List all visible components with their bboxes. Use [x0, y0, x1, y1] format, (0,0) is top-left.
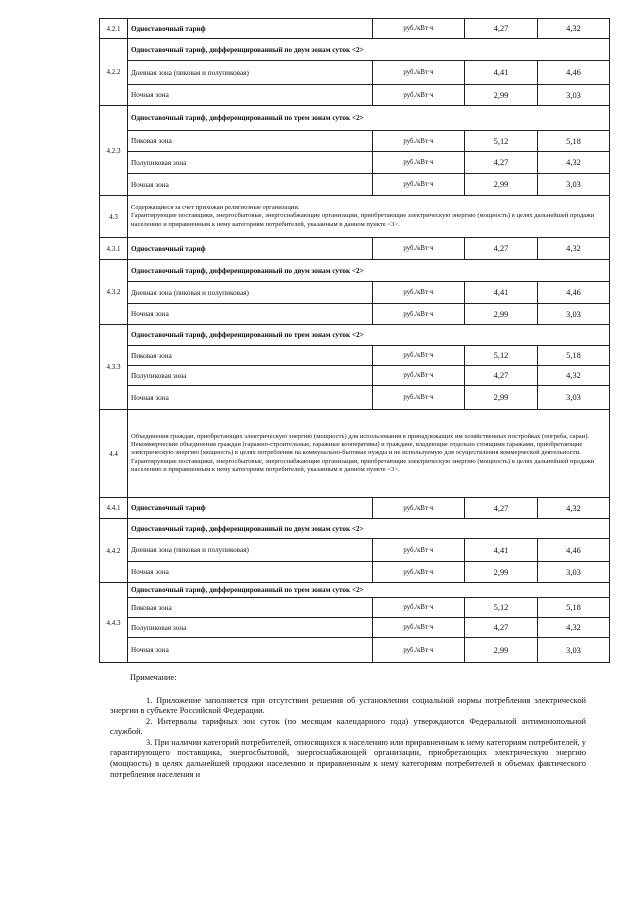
row-number: 4.3.3 [100, 325, 128, 410]
unit-cell: руб./кВт·ч [373, 152, 465, 174]
value-period-2: 5,18 [538, 346, 610, 366]
unit-cell: руб./кВт·ч [373, 618, 465, 638]
description-line: Содержащиеся за счет прихожан религиозные организации. [131, 204, 300, 212]
category-description [128, 196, 610, 238]
tariff-label: Пиковая зона [128, 346, 373, 366]
table-row [100, 39, 610, 61]
tariff-label: Пиковая зона [128, 598, 373, 618]
value-period-1: 2,99 [465, 562, 538, 583]
table-row [100, 238, 610, 260]
table-row [100, 519, 610, 539]
value-period-1: 5,12 [465, 598, 538, 618]
value-period-2: 4,32 [538, 366, 610, 386]
value-period-1: 5,12 [465, 346, 538, 366]
table-row [100, 386, 610, 410]
value-period-1: 2,99 [465, 386, 538, 410]
value-period-2: 5,18 [538, 131, 610, 152]
note-item-1: 1. Приложение заполняется при отсутствии решения об установлении социальной нормы потребления электрической энергии в субъекте Российской Федерации. [110, 695, 586, 716]
table-row [100, 583, 610, 598]
value-period-2: 4,32 [538, 152, 610, 174]
value-period-2: 3,03 [538, 174, 610, 196]
description-line: Гарантирующие поставщики, энергосбытовые, энергоснабжающие организации, приобретающие электрическую энергию (мощность) в целях дальнейшей продажи населению и приравненным к нему категориям потребителей, указанным в данном пункте <3>. [131, 212, 595, 228]
table-row [100, 106, 610, 131]
row-number: 4.2.1 [100, 19, 128, 39]
row-number: 4.4.3 [100, 583, 128, 663]
note-item-2: 2. Интервалы тарифных зон суток (по месяцам календарного года) утверждаются Федеральной антимонопольной службой. [110, 716, 586, 737]
value-period-1: 4,41 [465, 61, 538, 85]
value-period-1: 2,99 [465, 304, 538, 325]
unit-cell: руб./кВт·ч [373, 386, 465, 410]
tariff-group-header: Одноставочный тариф, дифференцированный по двум зонам суток <2> [128, 519, 610, 539]
unit-cell: руб./кВт·ч [373, 19, 465, 39]
tariff-label: Одноставочный тариф [128, 238, 373, 260]
tariff-label: Ночная зона [128, 638, 373, 663]
table-row [100, 562, 610, 583]
tariff-label: Ночная зона [128, 304, 373, 325]
value-period-2: 3,03 [538, 638, 610, 663]
tariff-label: Пиковая зона [128, 131, 373, 152]
description-line: Некоммерческие объединения граждан (гаражно-строительные, гаражные кооперативы) и граждане, владеющие отдельно стоящими гаражами, приобретающие электрическую энергию (мощность) в целях потребления на коммунально-бытовые нужды и не используемую для осуществления коммерческой деятельности. [131, 441, 583, 457]
table-row [100, 196, 610, 238]
tariff-label: Дневная зона (пиковая и полупиковая) [128, 282, 373, 304]
value-period-2: 3,03 [538, 562, 610, 583]
tariff-group-header: Одноставочный тариф, дифференцированный по двум зонам суток <2> [128, 260, 610, 282]
row-number: 4.3 [100, 196, 128, 238]
table-row [100, 598, 610, 618]
value-period-2: 3,03 [538, 386, 610, 410]
table-row [100, 19, 610, 39]
table-row [100, 638, 610, 663]
tariff-label: Ночная зона [128, 85, 373, 106]
unit-cell: руб./кВт·ч [373, 346, 465, 366]
unit-cell: руб./кВт·ч [373, 131, 465, 152]
row-number: 4.4.1 [100, 498, 128, 519]
row-number: 4.3.1 [100, 238, 128, 260]
table-row [100, 539, 610, 562]
unit-cell: руб./кВт·ч [373, 562, 465, 583]
value-period-1: 4,27 [465, 366, 538, 386]
table-row [100, 85, 610, 106]
value-period-2: 4,46 [538, 539, 610, 562]
unit-cell: руб./кВт·ч [373, 638, 465, 663]
table-row [100, 131, 610, 152]
tariff-label: Ночная зона [128, 386, 373, 410]
value-period-1: 4,27 [465, 498, 538, 519]
category-description [128, 410, 610, 498]
tariff-table-body [100, 19, 610, 663]
row-number: 4.2.3 [100, 106, 128, 196]
unit-cell: руб./кВт·ч [373, 598, 465, 618]
table-row [100, 366, 610, 386]
tariff-group-header: Одноставочный тариф, дифференцированный по трем зонам суток <2> [128, 583, 610, 598]
value-period-2: 4,46 [538, 61, 610, 85]
unit-cell: руб./кВт·ч [373, 85, 465, 106]
tariff-label: Ночная зона [128, 174, 373, 196]
value-period-1: 2,99 [465, 638, 538, 663]
value-period-1: 4,41 [465, 282, 538, 304]
unit-cell: руб./кВт·ч [373, 498, 465, 519]
value-period-2: 5,18 [538, 598, 610, 618]
value-period-2: 3,03 [538, 304, 610, 325]
table-row [100, 260, 610, 282]
row-number: 4.3.2 [100, 260, 128, 325]
tariff-label: Одноставочный тариф [128, 19, 373, 39]
value-period-1: 5,12 [465, 131, 538, 152]
table-row [100, 325, 610, 346]
unit-cell: руб./кВт·ч [373, 304, 465, 325]
table-row [100, 152, 610, 174]
tariff-label: Полупиковая зона [128, 152, 373, 174]
table-row [100, 304, 610, 325]
table-row [100, 618, 610, 638]
notes-section [110, 673, 586, 780]
tariff-label: Ночная зона [128, 562, 373, 583]
value-period-1: 2,99 [465, 85, 538, 106]
value-period-2: 3,03 [538, 85, 610, 106]
table-row [100, 346, 610, 366]
tariff-group-header: Одноставочный тариф, дифференцированный по двум зонам суток <2> [128, 39, 610, 61]
unit-cell: руб./кВт·ч [373, 282, 465, 304]
description-line: Объединения граждан, приобретающих электрическую энергию (мощность) для использования в принадлежащих им хозяйственных постройках (погреба, сараи). [131, 433, 590, 441]
value-period-2: 4,32 [538, 498, 610, 519]
unit-cell: руб./кВт·ч [373, 174, 465, 196]
unit-cell: руб./кВт·ч [373, 539, 465, 562]
value-period-1: 4,27 [465, 152, 538, 174]
tariff-label: Полупиковая зона [128, 618, 373, 638]
note-item-3: 3. При наличии категорий потребителей, относящихся к населению или приравненным к нему категориям потребителей, у гарантирующего поставщика, энергосбытовой, энергоснабжающей организации, приобретающих электрическую энергию (мощность) в целях дальнейшей продажи населению и приравненным к нему категориям потребителей в объемах фактического потребления населения и [110, 737, 586, 779]
description-line: Гарантирующие поставщики, энергосбытовые, энергоснабжающие организации, приобретающие электрическую энергию (мощность) в целях дальнейшей продажи населению и приравненным к нему категориям потребителей, указанным в данном пункте <3>. [131, 457, 595, 473]
value-period-2: 4,32 [538, 238, 610, 260]
value-period-2: 4,32 [538, 19, 610, 39]
row-number: 4.4.2 [100, 519, 128, 583]
tariff-label: Одноставочный тариф [128, 498, 373, 519]
tariff-label: Полупиковая зона [128, 366, 373, 386]
unit-cell: руб./кВт·ч [373, 366, 465, 386]
value-period-2: 4,32 [538, 618, 610, 638]
unit-cell: руб./кВт·ч [373, 238, 465, 260]
value-period-1: 2,99 [465, 174, 538, 196]
tariff-label: Дневная зона (пиковая и полупиковая) [128, 539, 373, 562]
table-row [100, 498, 610, 519]
unit-cell: руб./кВт·ч [373, 61, 465, 85]
table-row [100, 174, 610, 196]
value-period-1: 4,41 [465, 539, 538, 562]
value-period-1: 4,27 [465, 19, 538, 39]
value-period-1: 4,27 [465, 618, 538, 638]
notes-title: Примечание: [130, 673, 177, 682]
row-number: 4.4 [100, 410, 128, 498]
tariff-table [99, 18, 610, 663]
value-period-2: 4,46 [538, 282, 610, 304]
tariff-label: Дневная зона (пиковая и полупиковая) [128, 61, 373, 85]
value-period-1: 4,27 [465, 238, 538, 260]
table-row [100, 410, 610, 498]
table-row [100, 61, 610, 85]
tariff-group-header: Одноставочный тариф, дифференцированный по трем зонам суток <2> [128, 325, 610, 346]
row-number: 4.2.2 [100, 39, 128, 106]
table-row [100, 282, 610, 304]
tariff-group-header: Одноставочный тариф, дифференцированный по трем зонам суток <2> [128, 106, 610, 131]
